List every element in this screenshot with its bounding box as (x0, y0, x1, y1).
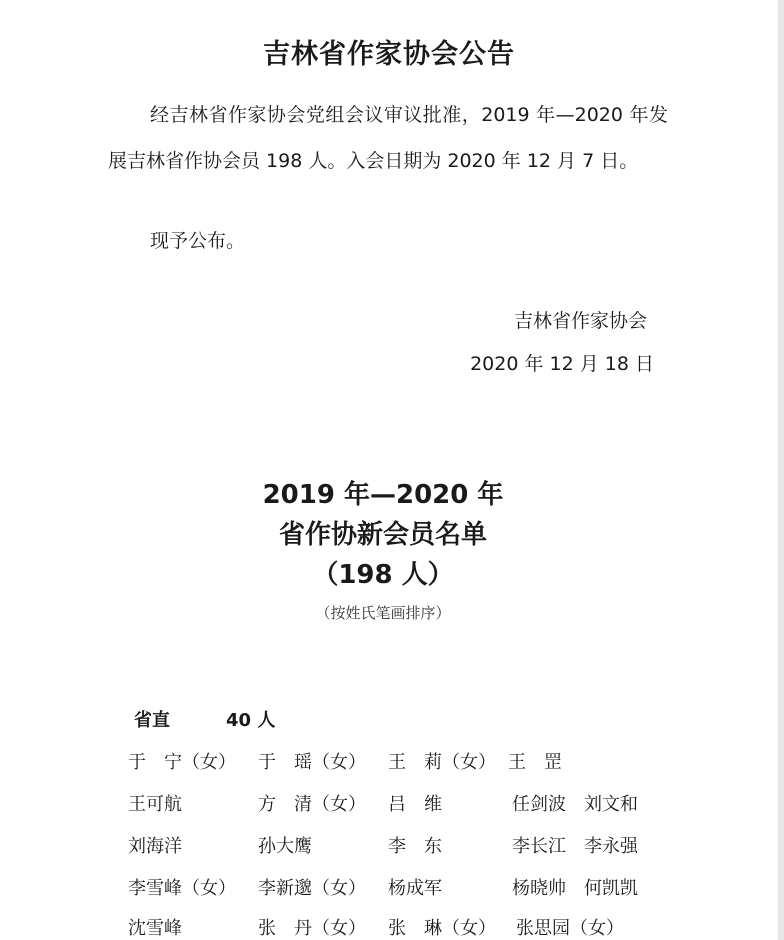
list-title-years: 2019 年—2020 年 (262, 480, 504, 510)
member-name: 李新邈（女） (258, 878, 366, 899)
signature-date: 2020 年 12 月 18 日 (470, 353, 654, 375)
member-name: 李雪峰（女） (128, 878, 236, 899)
member-name: 于 瑶（女） (258, 752, 366, 773)
list-title-count: （198 人） (312, 560, 454, 590)
member-name: 刘海洋 (128, 836, 182, 857)
section-name: 省直 (134, 710, 170, 731)
list-title-name: 省作协新会员名单 (278, 520, 487, 550)
member-name: 杨晓帅 (512, 878, 566, 899)
member-name: 李永强 (584, 836, 638, 857)
notice-title: 吉林省作家协会公告 (263, 39, 515, 70)
sort-note: （按姓氏笔画排序） (315, 604, 451, 622)
member-name: 杨成军 (388, 878, 442, 899)
signature-organization: 吉林省作家协会 (513, 310, 647, 332)
member-name: 王 罡 (508, 752, 562, 773)
member-name: 王 莉（女） (388, 752, 496, 773)
member-name: 吕 维 (388, 794, 442, 815)
member-name: 沈雪峰 (128, 918, 182, 939)
member-name: 张 丹（女） (258, 918, 366, 939)
member-name: 于 宁（女） (128, 752, 236, 773)
page-edge (778, 0, 784, 940)
member-name: 孙大鹰 (258, 836, 312, 857)
member-name: 刘文和 (584, 794, 638, 815)
member-name: 李 东 (388, 836, 442, 857)
member-name: 方 清（女） (258, 794, 366, 815)
member-name: 何凯凯 (584, 878, 638, 899)
section-count: 40 人 (226, 710, 276, 731)
member-name: 王可航 (128, 794, 182, 815)
member-name: 李长江 (512, 836, 566, 857)
member-name: 任剑波 (512, 794, 566, 815)
notice-paragraph: 经吉林省作家协会党组会议审议批准，2019 年—2020 年发展吉林省作协会员 198 人。入会日期为 2020 年 12 月 7 日。 (108, 104, 668, 172)
member-name: 张 琳（女） (388, 918, 496, 939)
member-name: 张思园（女） (516, 918, 624, 939)
notice-closing: 现予公布。 (150, 230, 246, 252)
